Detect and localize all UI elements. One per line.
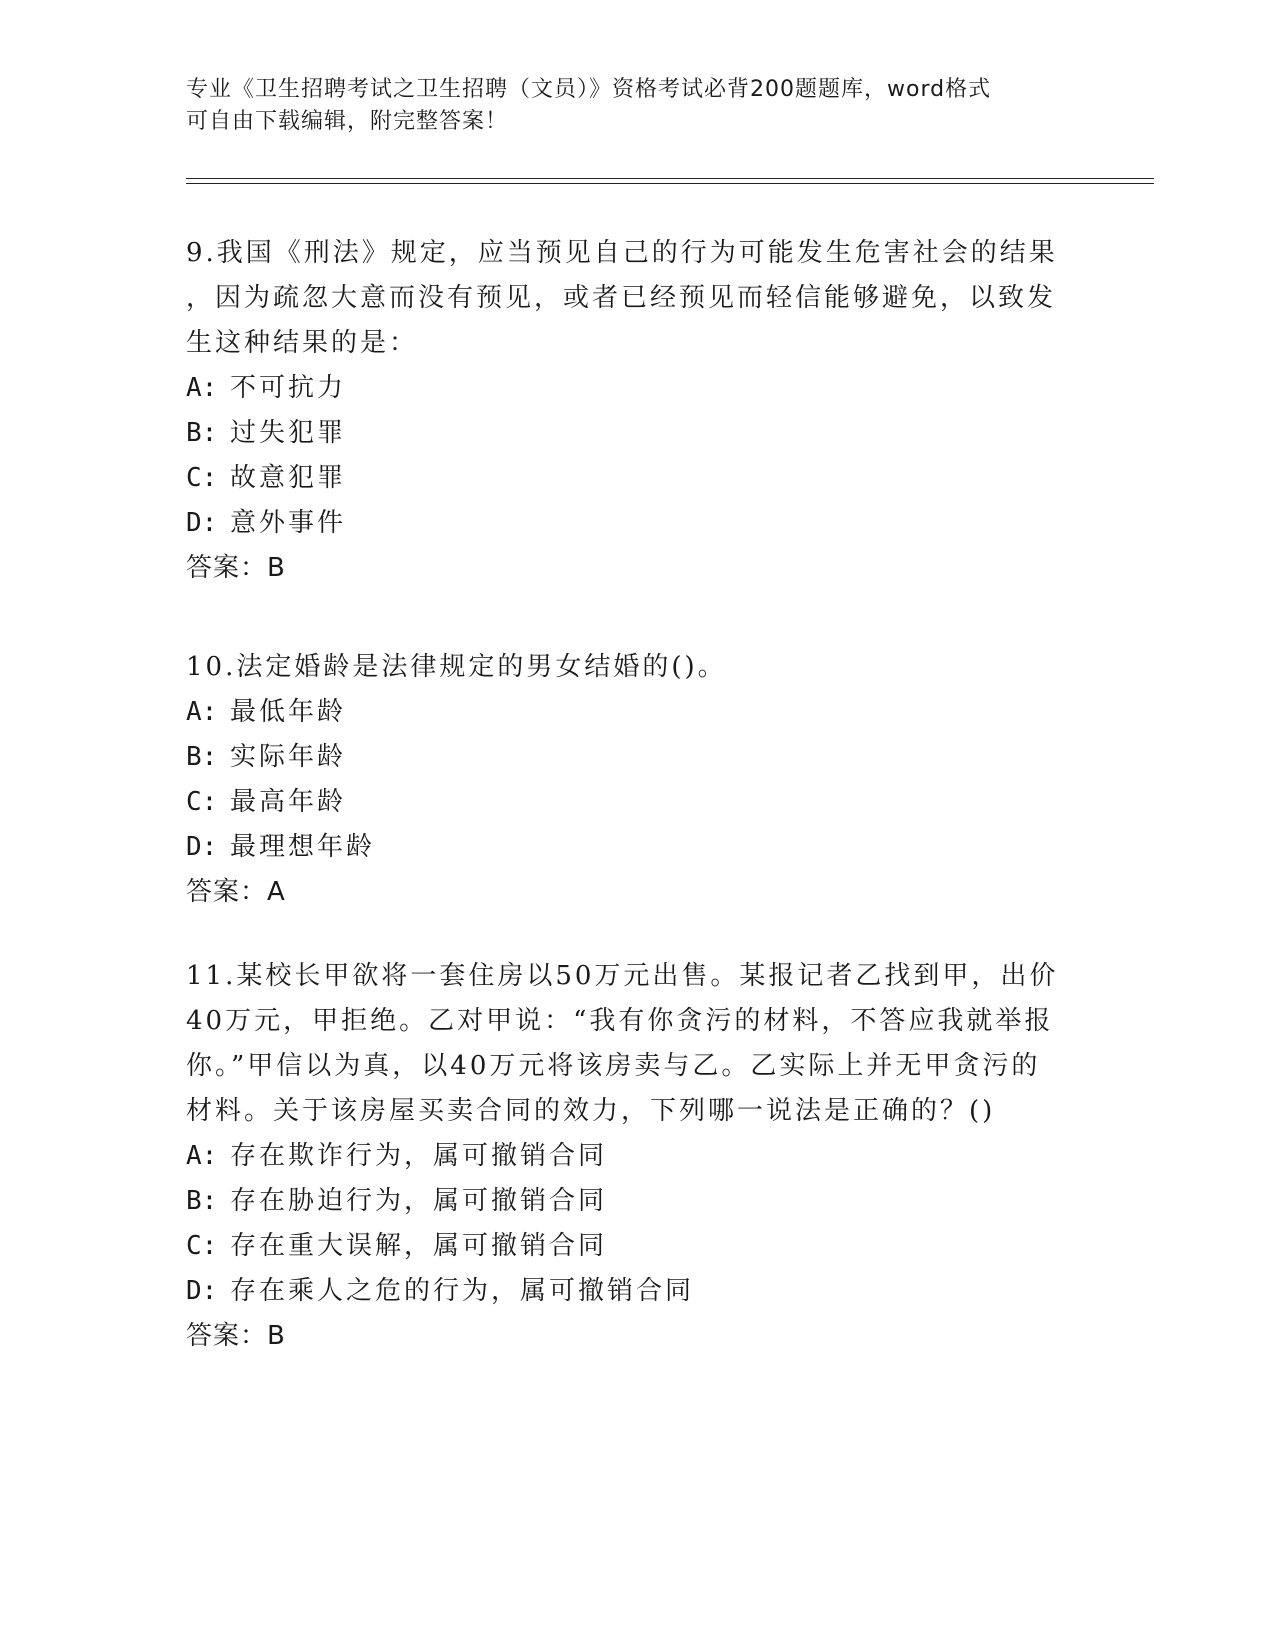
- question-9: [186, 231, 1086, 591]
- option-letter: C:: [186, 1231, 218, 1261]
- question-text-line: ，因为疏忽大意而没有预见，或者已经预见而轻信能够避免，以致发: [186, 283, 1057, 313]
- option-a: [186, 1134, 1086, 1179]
- option-d: [186, 501, 1086, 546]
- option-letter: C:: [186, 787, 218, 817]
- option-text: 实际年龄: [230, 742, 347, 772]
- option-b: [186, 411, 1086, 456]
- option-text: 最高年龄: [230, 787, 347, 817]
- option-c: [186, 780, 1086, 825]
- option-text: 存在欺诈行为，属可撤销合同: [230, 1141, 608, 1171]
- option-text: 故意犯罪: [230, 463, 347, 493]
- header-divider-top: [186, 178, 1154, 179]
- option-letter: A:: [186, 373, 218, 403]
- option-text: 不可抗力: [230, 373, 347, 403]
- option-text: 过失犯罪: [230, 418, 347, 448]
- document-header: [186, 74, 1086, 138]
- option-text: 存在乘人之危的行为，属可撤销合同: [230, 1276, 695, 1306]
- answer-line: 答案：B: [186, 553, 286, 583]
- option-d: [186, 1269, 1086, 1314]
- option-a: [186, 690, 1086, 735]
- answer-line: 答案：B: [186, 1321, 286, 1351]
- option-b: [186, 1179, 1086, 1224]
- option-letter: A:: [186, 697, 218, 727]
- option-letter: A:: [186, 1141, 218, 1171]
- question-text-line: 10.法定婚龄是法律规定的男女结婚的()。: [186, 652, 727, 682]
- option-letter: D:: [186, 508, 218, 538]
- header-divider-bottom: [186, 183, 1154, 184]
- option-letter: B:: [186, 742, 218, 772]
- option-letter: D:: [186, 832, 218, 862]
- question-text-line: 40万元，甲拒绝。乙对甲说：“我有你贪污的材料，不答应我就举报: [186, 1006, 1054, 1036]
- option-letter: B:: [186, 1186, 218, 1216]
- question-10: [186, 645, 1086, 915]
- header-line: 专业《卫生招聘考试之卫生招聘（文员）》资格考试必背200题题库，word格式: [186, 77, 992, 102]
- option-text: 意外事件: [230, 508, 347, 538]
- option-b: [186, 735, 1086, 780]
- option-text: 存在胁迫行为，属可撤销合同: [230, 1186, 608, 1216]
- header-line: 可自由下载编辑，附完整答案！: [186, 109, 509, 134]
- question-text-line: 材料。关于该房屋买卖合同的效力，下列哪一说法是正确的？(): [186, 1096, 996, 1126]
- option-a: [186, 366, 1086, 411]
- option-text: 最理想年龄: [230, 832, 376, 862]
- option-text: 最低年龄: [230, 697, 347, 727]
- question-text-line: 11.某校长甲欲将一套住房以50万元出售。某报记者乙找到甲，出价: [186, 961, 1059, 991]
- option-c: [186, 456, 1086, 501]
- option-text: 存在重大误解，属可撤销合同: [230, 1231, 608, 1261]
- option-letter: B:: [186, 418, 218, 448]
- question-text-line: 你。”甲信以为真，以40万元将该房卖与乙。乙实际上并无甲贪污的: [186, 1051, 1041, 1081]
- option-c: [186, 1224, 1086, 1269]
- question-text-line: 生这种结果的是：: [186, 328, 419, 358]
- question-11: [186, 954, 1086, 1359]
- answer-line: 答案：A: [186, 877, 286, 907]
- question-text-line: 9.我国《刑法》规定，应当预见自己的行为可能发生危害社会的结果: [186, 238, 1058, 268]
- option-letter: C:: [186, 463, 218, 493]
- option-d: [186, 825, 1086, 870]
- option-letter: D:: [186, 1276, 218, 1306]
